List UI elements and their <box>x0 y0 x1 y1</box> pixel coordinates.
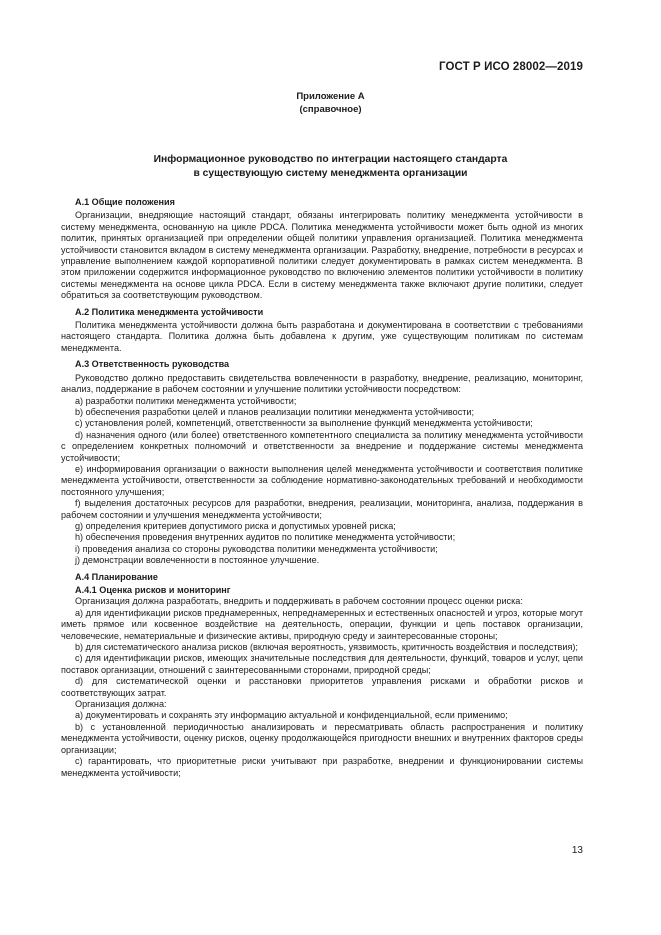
list-item: a) для идентификации рисков преднамеренных, непреднамеренных и естественных опасностей и угроз, которые могут иметь прямое или косвенное воздействие на деятельность, операции, функции и цепь поставок организации, человеческие, нематериальные и физические активы, природную среду и заинтересованные стороны; <box>61 607 583 641</box>
list-item: d) назначения одного (или более) ответственного компетентного специалиста за политику менеджмента устойчивости с определением конкретных полномочий и ответственности за внедрение и поддержание системы менеджмента устойчивости; <box>61 429 583 463</box>
list-item: f) выделения достаточных ресурсов для разработки, внедрения, реализации, мониторинга, анализа, поддержания в рабочем состоянии и улучшения менеджмента устойчивости; <box>61 498 583 520</box>
list-item: a) разработки политики менеджмента устойчивости; <box>75 395 297 406</box>
paragraph: Организация должна: <box>75 699 167 710</box>
annex-heading <box>0 90 661 116</box>
list-item: b) для систематического анализа рисков (включая вероятность, уязвимость, критичность воздействия и последствия); <box>75 642 578 653</box>
list-item: h) обеспечения проведения внутренних аудитов по политике менеджмента устойчивости; <box>75 532 456 543</box>
main-title <box>0 153 661 181</box>
section-heading-a1: А.1 Общие положения <box>75 197 175 207</box>
list-item: c) для идентификации рисков, имеющих значительные последствия для деятельности, функций, товаров и услуг, цепи поставок организации, отношений с заинтересованными сторонами, природной среды; <box>61 653 583 675</box>
paragraph: Руководство должно предоставить свидетельства вовлеченности в разработку, внедрение, реализацию, мониторинг, анализ, поддержание в рабочем состоянии и улучшение политики устойчивости посредством: <box>61 372 583 395</box>
list-item: c) гарантировать, что приоритетные риски учитывают при разработке, внедрении и функционировании системы менеджмента устойчивости; <box>61 756 583 778</box>
paragraph: Организация должна разработать, внедрить и поддерживать в рабочем состоянии процесс оценки риска: <box>75 596 523 607</box>
page-number: 13 <box>571 845 583 856</box>
list-item: i) проведения анализа со стороны руководства политики менеджмента устойчивости; <box>75 543 438 554</box>
annex-title: Приложение А <box>296 91 365 102</box>
list-item: c) установления ролей, компетенций, ответственности за выполнение функций менеджмента устойчивости; <box>75 418 533 429</box>
list-item: b) обеспечения разработки целей и планов реализации политики менеджмента устойчивости; <box>75 406 475 417</box>
section-heading-a2: А.2 Политика менеджмента устойчивости <box>75 306 264 317</box>
list-item: j) демонстрации вовлеченности в постоянное улучшение. <box>75 555 320 566</box>
list-item: b) с установленной периодичностью анализировать и пересматривать область распространения и политику менеджмента устойчивости, оценку рисков, оценку продолжающейся пригодности внешних и внутренних факторов среды организации; <box>61 721 583 755</box>
list-item: e) информирования организации о важности выполнения целей менеджмента устойчивости и соответствия политике менеджмента устойчивости, ответственности за соблюдение нормативно-законодательных требований и необходимости постоянного улучшения; <box>61 463 583 497</box>
paragraph: Политика менеджмента устойчивости должна быть разработана и документирована в соответствии с требованиями настоящего стандарта. Политика должна быть добавлена к другим, уже существующим политикам по системам менеджмента. <box>61 320 583 353</box>
list-item: d) для систематической оценки и расстановки приоритетов управления рисками и обработки рисков и соответствующих затрат. <box>61 676 583 698</box>
section-heading-a3: А.3 Ответственность руководства <box>75 359 230 370</box>
section-heading-a4: А.4 Планирование <box>75 571 158 582</box>
list-item: a) документировать и сохранять эту информацию актуальной и конфиденциальной, если применимо; <box>75 710 508 721</box>
paragraph: Организации, внедряющие настоящий стандарт, обязаны интегрировать политику менеджмента устойчивости в систему менеджмента, основанную на цикле PDCA. Политика менеджмента устойчивости может быть одной из многих политик, принятых организацией при определении общей политики управления организацией. Политика менеджмента устойчивости становится вкладом в систему менеджмента организации. Разработку, внедрение, потребности в ресурсах и управление выполнением каждой корпоративной политики следует документировать в рамках систем менеджмента. В этом приложении содержится информационное руководство по включению элементов политики устойчивости в политику системы менеджмента на основе цикла PDCA. Если в систему менеджмента также включают другие политики, следует обратиться за соответствующим руководством. <box>61 210 583 301</box>
main-title-line1: Информационное руководство по интеграции настоящего стандарта <box>153 154 508 165</box>
annex-subtitle: (справочное) <box>299 104 362 115</box>
document-body <box>61 197 583 779</box>
document-code: ГОСТ Р ИСО 28002—2019 <box>438 61 583 73</box>
list-item: g) определения критериев допустимого риска и допустимых уровней риска; <box>75 520 396 531</box>
main-title-line2: в существующую систему менеджмента организации <box>193 168 468 179</box>
subsection-heading-a4-1: А.4.1 Оценка рисков и мониторинг <box>75 585 231 595</box>
